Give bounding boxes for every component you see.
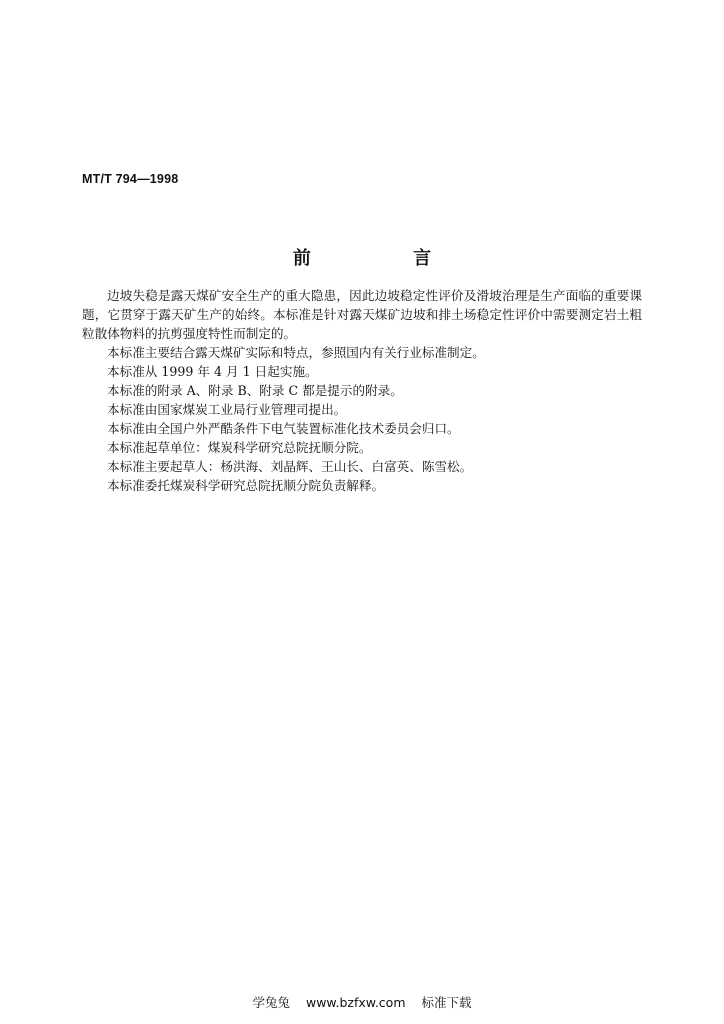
paragraph-appendices: 本标准的附录 A、附录 B、附录 C 都是提示的附录。 xyxy=(107,383,403,398)
paragraph-proposed-by: 本标准由国家煤炭工业局行业管理司提出。 xyxy=(107,402,347,417)
foreword-body xyxy=(82,286,642,495)
footer-site-name: 学兔兔 xyxy=(252,995,290,1010)
watermark-footer xyxy=(0,993,724,1011)
paragraph-drafting-unit: 本标准起草单位：煤炭科学研究总院抚顺分院。 xyxy=(107,440,372,455)
footer-tagline: 标准下载 xyxy=(421,995,472,1010)
paragraph-interpretation: 本标准委托煤炭科学研究总院抚顺分院负责解释。 xyxy=(107,478,385,493)
page-title: 前 言 xyxy=(292,248,480,269)
paragraph-centralized-by: 本标准由全国户外严酷条件下电气装置标准化技术委员会归口。 xyxy=(107,421,460,436)
paragraph-drafters: 本标准主要起草人：杨洪海、刘晶辉、王山长、白富英、陈雪松。 xyxy=(107,459,473,474)
paragraph-effective-date: 本标准从 1999 年 4 月 1 日起实施。 xyxy=(107,364,318,379)
paragraph-intro: 边坡失稳是露天煤矿安全生产的重大隐患，因此边坡稳定性评价及滑坡治理是生产面临的重要课题，它贯穿于露天矿生产的始终。本标准是针对露天煤矿边坡和排土场稳定性评价中需要测定岩土粗粒散体物料的抗剪强度特性而制定的。 xyxy=(82,288,642,341)
footer-url-link[interactable]: www.bzfxw.com xyxy=(305,995,406,1010)
paragraph-basis: 本标准主要结合露天煤矿实际和特点，参照国内有关行业标准制定。 xyxy=(107,345,485,360)
document-code: MT/T 794—1998 xyxy=(82,172,179,186)
